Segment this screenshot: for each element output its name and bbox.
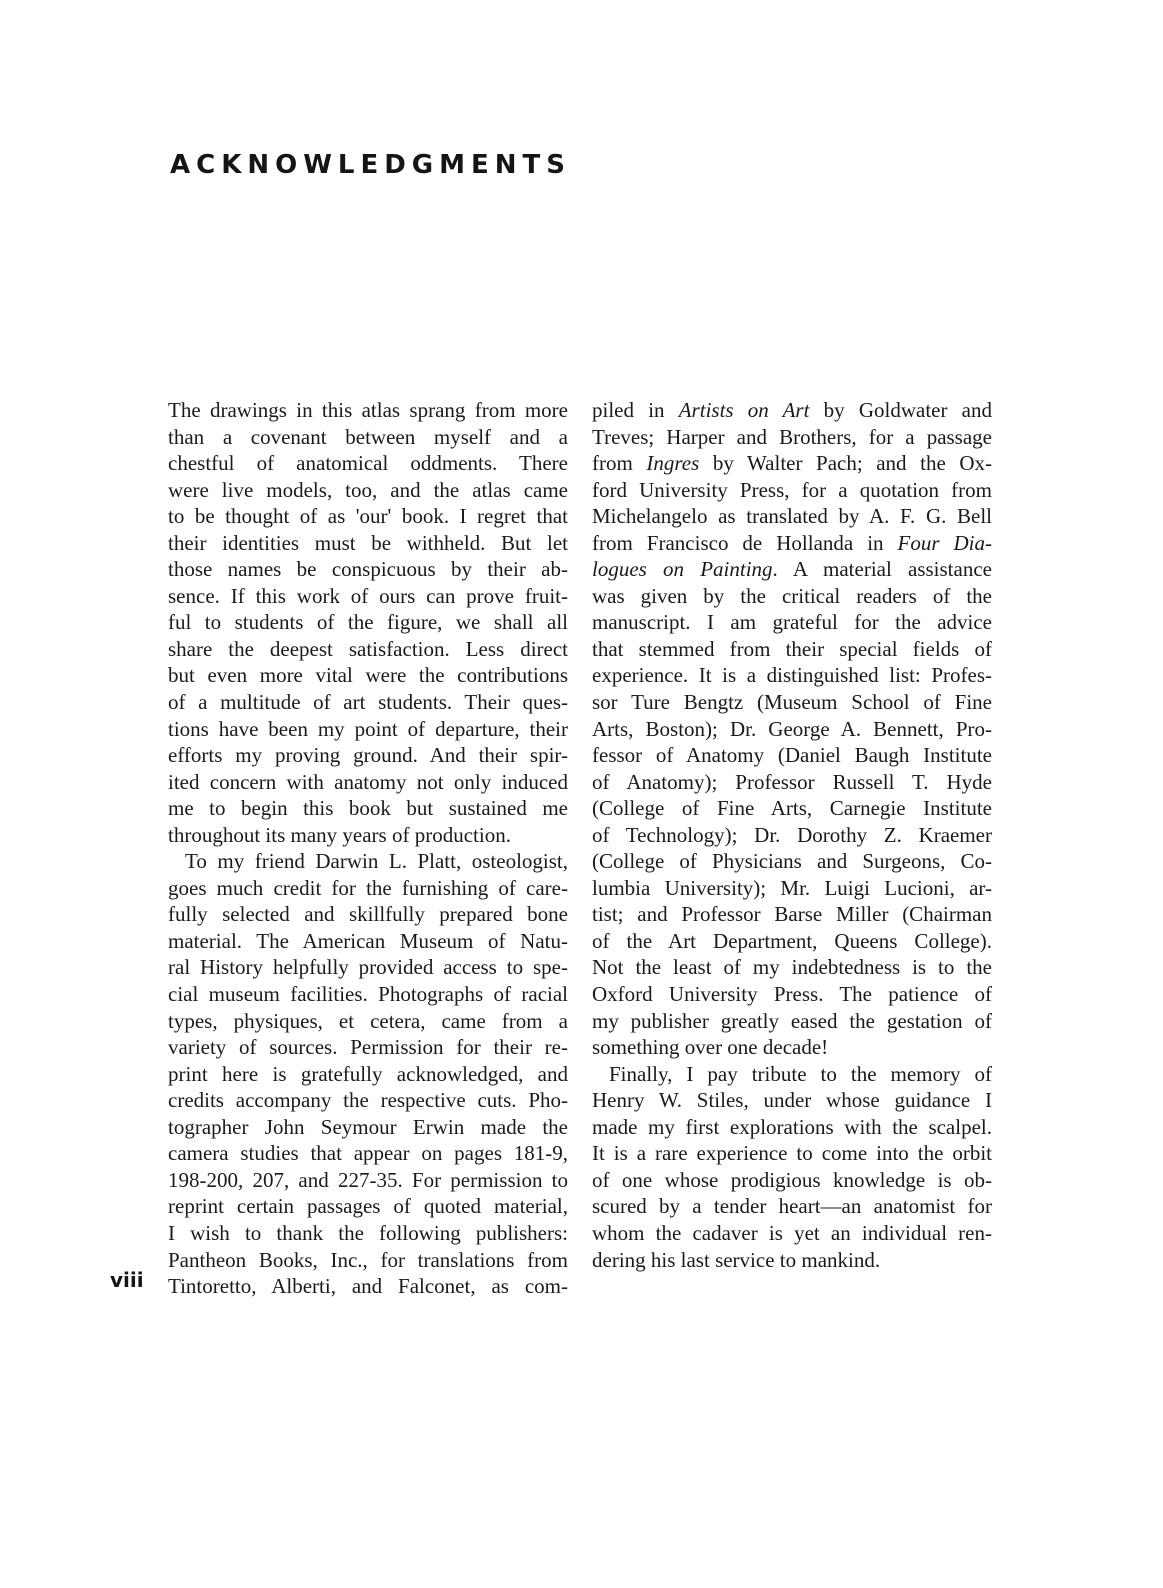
text-line: efforts my proving ground. And their spir- (168, 743, 568, 768)
text-line: of Technology); Dr. Dorothy Z. Kraemer (592, 822, 992, 847)
text-line: experience. It is a distinguished list: Profes- (592, 663, 992, 688)
text-line: types, physiques, et cetera, came from a (168, 1008, 568, 1033)
book-title: logues on Painting (592, 557, 773, 582)
text-line: but even more vital were the contributions (168, 663, 568, 688)
text-line: Finally, I pay tribute to the memory of (609, 1061, 992, 1086)
text-line: lumbia University); Mr. Luigi Lucioni, ar- (592, 875, 992, 900)
text-line: Tintoretto, Alberti, and Falconet, as com- (168, 1274, 568, 1299)
text-line: those names be conspicuous by their ab- (168, 557, 568, 582)
text-line: tist; and Professor Barse Miller (Chairman (592, 902, 992, 927)
text-line: dering his last service to mankind. (592, 1247, 881, 1272)
text-line: my publisher greatly eased the gestation of (592, 1008, 992, 1033)
text-line: cial museum facilities. Photographs of racial (168, 982, 568, 1007)
text-line: share the deepest satisfaction. Less direct (168, 636, 568, 661)
text-line: ford University Press, for a quotation from (592, 477, 992, 502)
text-line: manuscript. I am grateful for the advice (592, 610, 992, 635)
text-line: Oxford University Press. The patience of (592, 982, 992, 1007)
text-line: camera studies that appear on pages 181-9, (168, 1141, 568, 1166)
text-line: their identities must be withheld. But let (168, 530, 568, 555)
text-line: of a multitude of art students. Their ques- (168, 690, 568, 715)
text-line: credits accompany the respective cuts. Pho- (168, 1088, 568, 1113)
text-line: print here is gratefully acknowledged, and (168, 1061, 568, 1086)
book-title: Ingres (646, 451, 700, 476)
text-line: were live models, too, and the atlas came (168, 477, 568, 502)
text-line: made my first explorations with the scalpel. (592, 1114, 992, 1139)
text-line: throughout its many years of production. (168, 822, 511, 847)
left-text-column (168, 397, 568, 1300)
text-line: 198-200, 207, and 227-35. For permission to (168, 1167, 568, 1192)
book-title: Artists on Art (678, 398, 810, 422)
text-line: To my friend Darwin L. Platt, osteologist, (185, 849, 568, 874)
text-line: (College of Physicians and Surgeons, Co- (592, 849, 992, 874)
text-line: fessor of Anatomy (Daniel Baugh Institute (592, 743, 992, 768)
text-line: reprint certain passages of quoted material, (168, 1194, 568, 1219)
text-line: Henry W. Stiles, under whose guidance I (592, 1088, 992, 1113)
text-line: of the Art Department, Queens College). (592, 928, 992, 953)
text-line: fully selected and skillfully prepared bone (168, 902, 568, 927)
text-line: scured by a tender heart—an anatomist for (592, 1194, 992, 1219)
text-line: that stemmed from their special fields of (592, 636, 992, 661)
text-line: It is a rare experience to come into the orbit (592, 1141, 992, 1166)
text-line: from Francisco de Hollanda in Four Dia- (592, 530, 992, 555)
text-line: material. The American Museum of Natu- (168, 928, 568, 953)
text-line: sence. If this work of ours can prove fruit- (168, 583, 568, 608)
right-text-column (592, 397, 992, 1273)
book-title: Four Dia- (897, 530, 992, 555)
text-line: ful to students of the figure, we shall all (168, 610, 568, 635)
text-line: whom the cadaver is yet an individual ren- (592, 1220, 992, 1245)
text-line: Not the least of my indebtedness is to the (592, 955, 992, 980)
text-line: to be thought of as 'our' book. I regret that (168, 504, 568, 529)
text-line: sor Ture Bengtz (Museum School of Fine (592, 690, 992, 715)
text-line: (College of Fine Arts, Carnegie Institute (592, 796, 992, 821)
text-line: chestful of anatomical oddments. There (168, 451, 568, 476)
text-line: tographer John Seymour Erwin made the (168, 1114, 568, 1139)
text-line: of one whose prodigious knowledge is ob- (592, 1167, 992, 1192)
text-line: from Ingres by Walter Pach; and the Ox- (592, 451, 992, 476)
text-line: logues on Painting. A material assistance (592, 557, 992, 582)
text-line: variety of sources. Permission for their re- (168, 1035, 568, 1060)
text-line: something over one decade! (592, 1035, 829, 1060)
text-line: ited concern with anatomy not only induced (168, 769, 568, 794)
text-line: Arts, Boston); Dr. George A. Bennett, Pro- (592, 716, 992, 741)
text-line: Michelangelo as translated by A. F. G. Bell (592, 504, 992, 529)
text-line: Treves; Harper and Brothers, for a passage (592, 424, 992, 449)
text-line: Pantheon Books, Inc., for translations from (168, 1247, 568, 1272)
page-heading: ACKNOWLEDGMENTS (170, 150, 571, 180)
text-line: me to begin this book but sustained me (168, 796, 568, 821)
text-line: ral History helpfully provided access to spe- (168, 955, 568, 980)
text-line: tions have been my point of departure, their (168, 716, 568, 741)
text-line: of Anatomy); Professor Russell T. Hyde (592, 769, 992, 794)
text-line: than a covenant between myself and a (168, 424, 568, 449)
text-line: was given by the critical readers of the (592, 583, 992, 608)
text-line: The drawings in this atlas sprang from more (168, 398, 568, 422)
text-line: goes much credit for the furnishing of care- (168, 875, 568, 900)
text-line: I wish to thank the following publishers: (168, 1220, 568, 1245)
text-line: piled in Artists on Art by Goldwater and (592, 398, 992, 422)
page-number: viii (110, 1268, 144, 1292)
